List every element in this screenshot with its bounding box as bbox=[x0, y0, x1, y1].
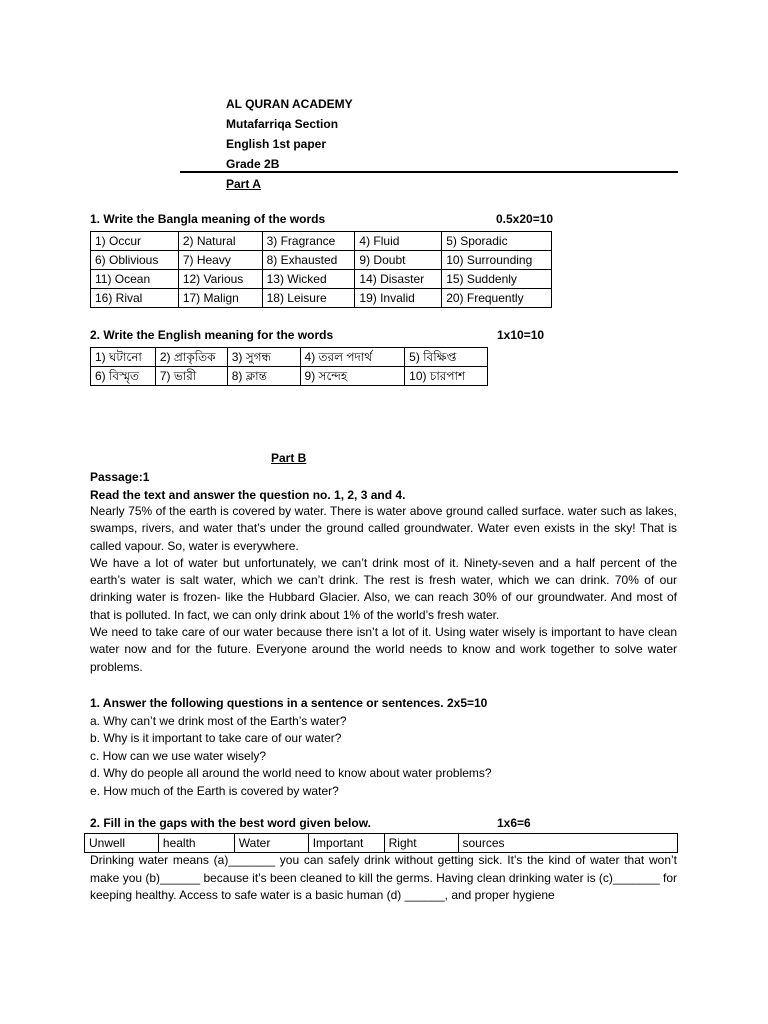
word-cell: 5) Sporadic bbox=[442, 232, 552, 251]
school-name: AL QURAN ACADEMY bbox=[226, 97, 353, 111]
passage-paragraph: We have a lot of water but unfortunately, we can’t drink most of it. Ninety-seven and a half percent of the earth’s water is salt water, which we can’t drink. The rest is fresh water, which we can drink. 70% of our drinking water is frozen- like the Hubbard Glacier. Also, we can reach 30% of our groundwater. And most of that is polluted. In fact, we can only drink about 1% of the world’s fresh water. bbox=[90, 555, 677, 622]
bangla-words-table bbox=[90, 231, 552, 308]
section-name: Mutafarriqa Section bbox=[226, 117, 339, 131]
table-row bbox=[91, 270, 552, 289]
word-cell: 5) বিক্ষিপ্ত bbox=[405, 348, 488, 367]
fill-gaps-text: Drinking water means (a)_______ you can safely drink without getting sick. It’s the kind of water that won’t make you (b)______ because it’s been cleaned to kill the germs. Having clean drinking water is (c)_______ for keeping healthy. Access to safe water is a basic human (d) ______, and proper hygiene bbox=[90, 853, 677, 902]
word-cell: 7) ভারী bbox=[155, 367, 227, 386]
grade-label: Grade 2B bbox=[226, 157, 280, 171]
comprehension-questions bbox=[90, 695, 492, 800]
question-item: d. Why do people all around the world need to know about water problems? bbox=[90, 766, 492, 780]
question-item: b. Why is it important to take care of our water? bbox=[90, 731, 342, 745]
word-cell: 10) চারপাশ bbox=[405, 367, 488, 386]
word-bank-item: sources bbox=[458, 834, 678, 853]
passage-text bbox=[90, 503, 677, 676]
word-cell: 20) Frequently bbox=[442, 289, 552, 308]
question-item: a. Why can’t we drink most of the Earth’s water? bbox=[90, 713, 347, 728]
comprehension-title: 1. Answer the following questions in a sentence or sentences. 2x5=10 bbox=[90, 696, 488, 710]
passage-paragraph: Nearly 75% of the earth is covered by water. There is water above ground called surface. water such as lakes, swamps, rivers, and water that’s under the ground called groundwater. Water even exists in the sky! That is called vapour. So, water is everywhere. bbox=[90, 504, 677, 553]
header-divider bbox=[180, 171, 678, 173]
table-row bbox=[91, 251, 552, 270]
exam-header bbox=[226, 94, 353, 174]
word-cell: 6) Oblivious bbox=[91, 251, 179, 270]
word-cell: 13) Wicked bbox=[262, 270, 355, 289]
word-bank-item: Water bbox=[234, 834, 308, 853]
question-item: e. How much of the Earth is covered by water? bbox=[90, 783, 339, 798]
word-cell: 8) Exhausted bbox=[262, 251, 355, 270]
word-cell: 3) Fragrance bbox=[262, 232, 355, 251]
word-cell: 12) Various bbox=[178, 270, 262, 289]
word-cell: 2) প্রাকৃতিক bbox=[155, 348, 227, 367]
word-cell: 16) Rival bbox=[91, 289, 179, 308]
english-question-marks: 1x10=10 bbox=[497, 328, 545, 342]
bangla-question-title: 1. Write the Bangla meaning of the words bbox=[90, 212, 326, 226]
bangla-question-marks: 0.5x20=10 bbox=[496, 212, 554, 226]
table-row bbox=[91, 348, 488, 367]
part-a-heading: Part A bbox=[226, 177, 261, 191]
word-cell: 1) ঘটানো bbox=[91, 348, 156, 367]
passage-label: Passage:1 bbox=[90, 470, 150, 484]
word-bank-item: Important bbox=[308, 834, 384, 853]
word-cell: 4) Fluid bbox=[355, 232, 442, 251]
word-cell: 3) সুগন্ধ bbox=[227, 348, 300, 367]
table-row bbox=[91, 367, 488, 386]
word-cell: 8) ক্লান্ত bbox=[227, 367, 300, 386]
word-cell: 9) Doubt bbox=[355, 251, 442, 270]
word-cell: 6) বিস্মৃত bbox=[91, 367, 156, 386]
question-item: c. How can we use water wisely? bbox=[90, 748, 267, 763]
word-cell: 19) Invalid bbox=[355, 289, 442, 308]
word-cell: 14) Disaster bbox=[355, 270, 442, 289]
word-cell: 17) Malign bbox=[178, 289, 262, 308]
table-row bbox=[91, 289, 552, 308]
word-cell: 4) তরল পদার্থ bbox=[300, 348, 405, 367]
word-cell: 9) সন্দেহ bbox=[300, 367, 405, 386]
part-b-heading: Part B bbox=[271, 451, 307, 465]
word-cell: 2) Natural bbox=[178, 232, 262, 251]
word-cell: 15) Suddenly bbox=[442, 270, 552, 289]
word-bank-item: Right bbox=[384, 834, 458, 853]
word-bank-item: health bbox=[158, 834, 234, 853]
fill-gaps-title: 2. Fill in the gaps with the best word given below. bbox=[90, 816, 371, 830]
english-words-table bbox=[90, 347, 488, 386]
word-cell: 18) Leisure bbox=[262, 289, 355, 308]
passage-heading bbox=[90, 469, 405, 504]
word-cell: 7) Heavy bbox=[178, 251, 262, 270]
paper-name: English 1st paper bbox=[226, 137, 327, 151]
word-cell: 10) Surrounding bbox=[442, 251, 552, 270]
word-cell: 1) Occur bbox=[91, 232, 179, 251]
english-question-title: 2. Write the English meaning for the words bbox=[90, 328, 334, 342]
word-bank-item: Unwell bbox=[85, 834, 159, 853]
word-bank-table bbox=[84, 833, 678, 853]
word-cell: 11) Ocean bbox=[91, 270, 179, 289]
passage-paragraph: We need to take care of our water because there isn’t a lot of it. Using water wisely is important to have clean water now and for the future. Everyone around the world needs to know and work together to solve water problems. bbox=[90, 625, 677, 674]
fill-gaps-marks: 1x6=6 bbox=[497, 816, 531, 830]
passage-instruction: Read the text and answer the question no. 1, 2, 3 and 4. bbox=[90, 487, 406, 502]
table-row bbox=[91, 232, 552, 251]
